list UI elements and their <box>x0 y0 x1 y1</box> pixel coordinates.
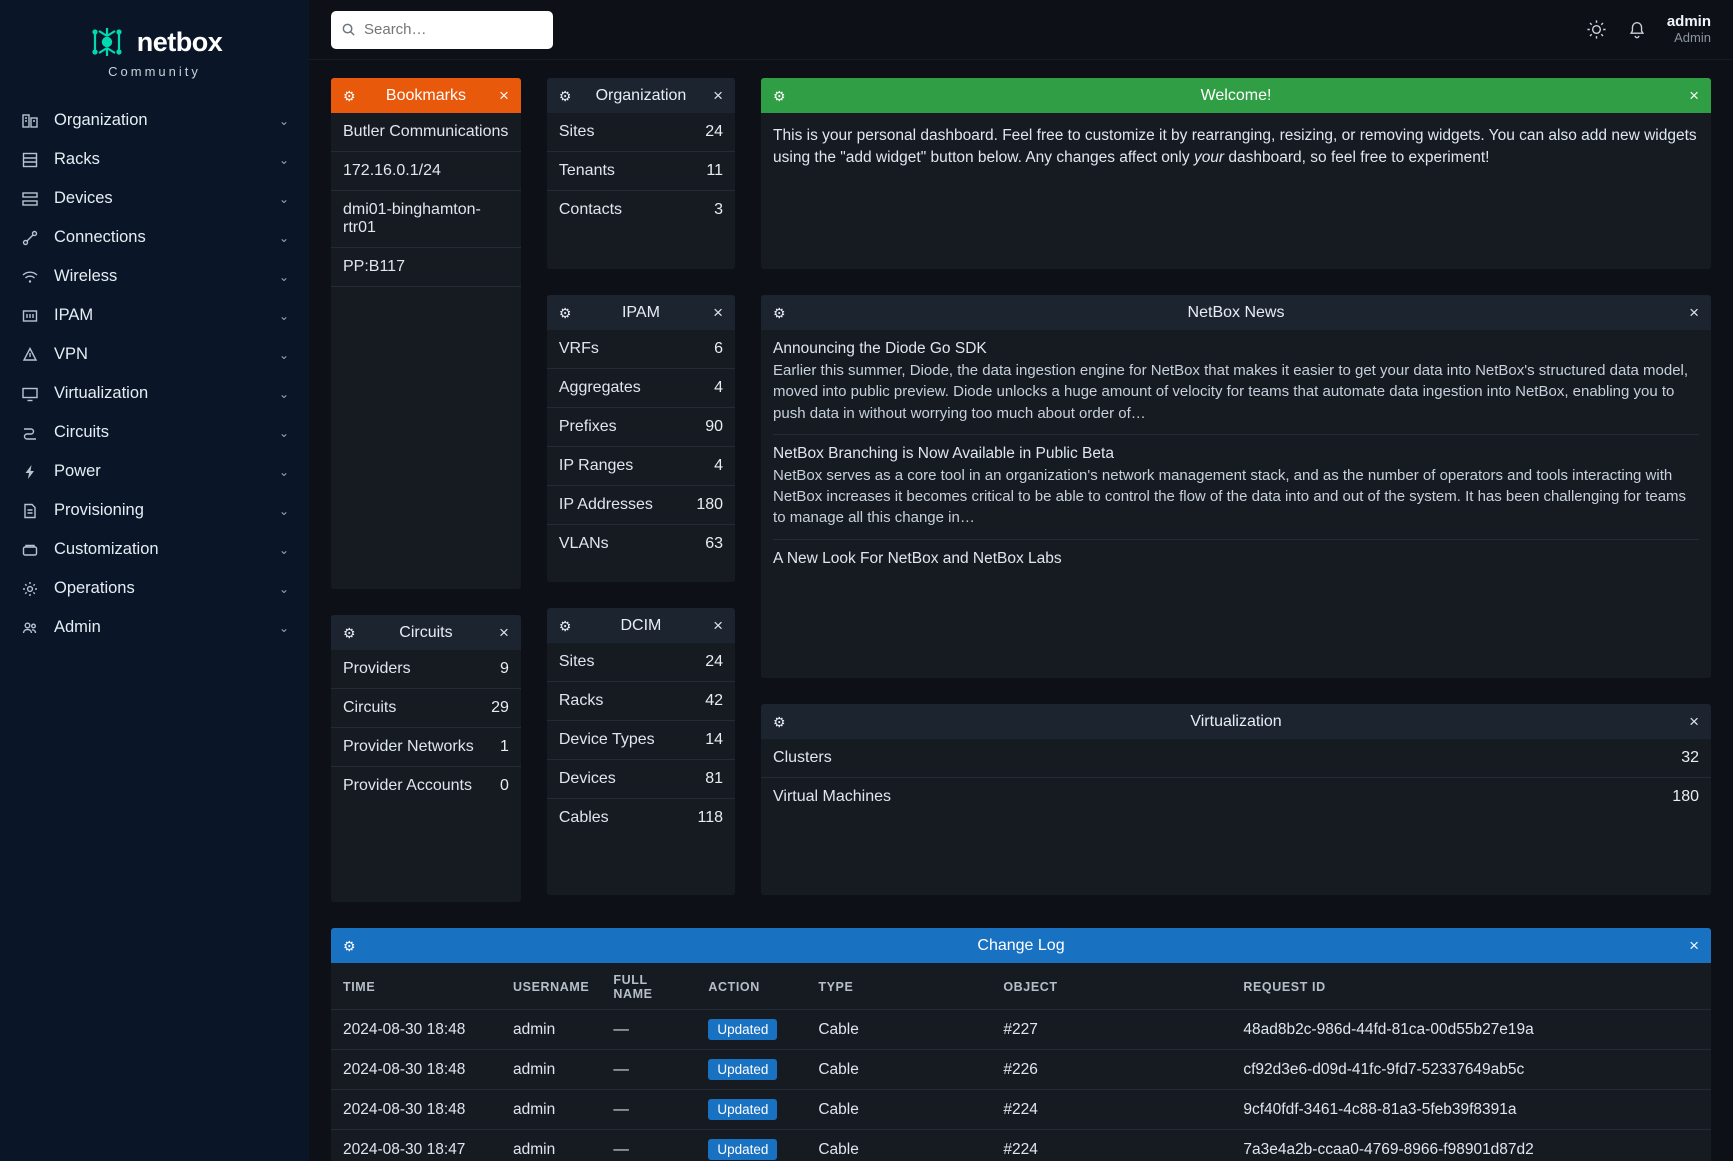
chevron-down-icon: ⌄ <box>278 386 289 401</box>
close-icon[interactable]: × <box>498 86 509 105</box>
widget-bookmarks <box>331 78 521 589</box>
cell-time[interactable]: 2024-08-30 18:47 <box>331 1130 501 1161</box>
stat-value: 180 <box>696 496 724 513</box>
column-header-type[interactable]: TYPE <box>818 980 854 994</box>
main-area <box>309 0 1733 1161</box>
news-text: Earlier this summer, Diode, the data ingestion engine for NetBox that makes it easier to get your data into NetBox's structured data model, moved into public preview. Diode unlocks a huge amount of velocity for teams that automate data ingestion into NetBox, enabling you to push data in without worrying too much about order of… <box>773 362 1689 422</box>
stat-value: 1 <box>499 738 509 755</box>
cell-full-name: — <box>601 1010 696 1050</box>
chevron-down-icon: ⌄ <box>278 230 289 245</box>
widget-title: Virtualization <box>1190 712 1282 730</box>
sidebar-item-racks[interactable] <box>0 140 309 179</box>
welcome-text-part1: This is your personal dashboard. Feel free to customize it by rearranging, resizing, or removing widgets. You can also add new widgets using the "add widget" button below. Any changes affect only <box>773 127 1697 167</box>
stat-label: Contacts <box>558 201 623 218</box>
table-row[interactable] <box>331 1050 1711 1090</box>
stat-label: Racks <box>558 692 604 709</box>
news-text: NetBox serves as a core tool in an organization's network management stack, and as the number of operators and tools interacting with NetBox increases it becomes critical to be able to control the flow of the data into and out of the system. It has been challenging for teams to manage all this change in… <box>773 466 1687 527</box>
search-input[interactable] <box>364 21 543 38</box>
stat-row[interactable] <box>547 191 735 229</box>
sidebar-item-label: IPAM <box>54 306 94 324</box>
notifications-bell-icon[interactable] <box>1627 20 1647 40</box>
stat-value: 63 <box>705 535 724 552</box>
sidebar-item-label: Wireless <box>54 267 118 285</box>
news-item[interactable] <box>773 340 1699 435</box>
stat-value: 6 <box>714 340 724 357</box>
sidebar-item-label: Connections <box>54 228 146 246</box>
sidebar-item-organization[interactable] <box>0 101 309 140</box>
dcim-stats <box>547 643 735 837</box>
stat-value: 118 <box>697 809 724 826</box>
chevron-down-icon: ⌄ <box>278 503 289 518</box>
vpn-icon <box>20 345 40 365</box>
close-icon[interactable]: × <box>713 86 724 105</box>
table-row[interactable] <box>331 1010 1711 1050</box>
gear-icon[interactable]: ⚙ <box>773 713 786 730</box>
widget-header <box>761 295 1711 330</box>
stat-value: 14 <box>705 731 724 748</box>
widget-header <box>761 704 1711 739</box>
welcome-text-part2: dashboard, so feel free to experiment! <box>1224 149 1490 167</box>
chevron-down-icon: ⌄ <box>278 191 289 206</box>
dashboard <box>309 60 1733 1161</box>
stat-label: Cables <box>558 809 609 826</box>
stat-row[interactable] <box>547 721 735 760</box>
status-badge: Updated <box>708 1059 777 1080</box>
stat-row[interactable] <box>331 689 521 728</box>
stat-value: 9 <box>499 660 509 677</box>
stat-value: 32 <box>1681 749 1699 766</box>
circuits-stats <box>331 650 521 805</box>
cell-object[interactable]: #226 <box>991 1050 1231 1090</box>
sidebar-item-power[interactable] <box>0 452 309 491</box>
list-item[interactable]: dmi01-binghamton-rtr01 <box>331 191 521 248</box>
gear-icon[interactable]: ⚙ <box>558 304 572 321</box>
cell-time[interactable]: 2024-08-30 18:48 <box>331 1050 501 1090</box>
brand[interactable] <box>0 8 309 101</box>
news-title: A New Look For NetBox and NetBox Labs <box>773 549 1062 567</box>
cell-request-id[interactable]: cf92d3e6-d09d-41fc-9fd7-52337649ab5c <box>1231 1050 1711 1090</box>
stat-label: Circuits <box>343 699 397 716</box>
widget-change-log <box>331 928 1711 1161</box>
server-icon <box>20 189 40 209</box>
status-badge: Updated <box>708 1019 777 1040</box>
stat-value: 0 <box>499 777 509 794</box>
search-box[interactable] <box>331 11 553 49</box>
widget-header <box>761 78 1711 113</box>
circuit-icon <box>20 423 40 443</box>
stat-label: Clusters <box>773 749 832 766</box>
sidebar-item-label: Circuits <box>54 423 110 441</box>
status-badge: Updated <box>708 1139 777 1160</box>
close-icon[interactable]: × <box>498 623 509 642</box>
sidebar-item-ipam[interactable] <box>0 296 309 335</box>
stat-row[interactable] <box>331 767 521 805</box>
chevron-down-icon: ⌄ <box>278 347 289 362</box>
sidebar-item-label: VPN <box>54 345 88 363</box>
stat-row[interactable] <box>761 778 1711 816</box>
stat-row[interactable] <box>547 799 735 837</box>
column-header-time[interactable]: TIME <box>343 980 376 994</box>
sidebar-item-devices[interactable] <box>0 179 309 218</box>
stat-value: 29 <box>491 699 509 716</box>
widget-netbox-news <box>761 295 1711 678</box>
cell-action <box>696 1130 806 1161</box>
change-log-table <box>331 963 1711 1161</box>
connection-icon <box>20 228 40 248</box>
chevron-down-icon: ⌄ <box>278 425 289 440</box>
chevron-down-icon: ⌄ <box>278 152 289 167</box>
cell-action <box>696 1010 806 1050</box>
topbar-actions <box>1586 13 1711 45</box>
close-icon[interactable]: × <box>1689 936 1699 955</box>
close-icon[interactable]: × <box>713 303 724 322</box>
widget-title: IPAM <box>621 303 660 321</box>
gear-icon[interactable]: ⚙ <box>343 624 356 641</box>
stat-row[interactable] <box>547 113 735 152</box>
chevron-down-icon: ⌄ <box>278 464 289 479</box>
gear-icon[interactable]: ⚙ <box>343 937 356 954</box>
sidebar-item-label: Power <box>54 462 101 480</box>
gear-icon[interactable]: ⚙ <box>343 87 356 104</box>
stat-row[interactable] <box>331 728 521 767</box>
widget-header <box>331 615 521 650</box>
sidebar-item-operations[interactable] <box>0 569 309 608</box>
stat-label: IP Ranges <box>558 457 634 474</box>
power-icon <box>20 462 40 482</box>
cell-request-id[interactable]: 48ad8b2c-986d-44fd-81ca-00d55b27e19a <box>1231 1010 1711 1050</box>
sidebar-item-label: Devices <box>54 189 113 207</box>
document-icon <box>20 501 40 521</box>
stat-value: 180 <box>1672 788 1699 805</box>
widget-title: DCIM <box>620 616 662 634</box>
widget-circuits <box>331 615 521 902</box>
cell-object[interactable]: #227 <box>991 1010 1231 1050</box>
news-item[interactable] <box>773 445 1699 540</box>
ipam-stats <box>547 330 735 563</box>
close-icon[interactable]: × <box>1689 303 1699 322</box>
top-bar <box>309 0 1733 60</box>
users-icon <box>20 618 40 638</box>
stat-label: Providers <box>343 660 411 677</box>
widget-title: NetBox News <box>1187 303 1285 321</box>
column-header-request-id[interactable]: REQUEST ID <box>1243 980 1326 994</box>
widget-organization <box>547 78 735 269</box>
sidebar-item-wireless[interactable] <box>0 257 309 296</box>
cog-icon <box>20 579 40 599</box>
sidebar-item-circuits[interactable] <box>0 413 309 452</box>
chevron-down-icon: ⌄ <box>278 581 289 596</box>
widget-title: Change Log <box>977 936 1065 954</box>
widget-header <box>547 608 735 643</box>
sidebar-item-label: Organization <box>54 111 148 129</box>
gear-icon[interactable]: ⚙ <box>773 87 786 104</box>
stat-row[interactable] <box>547 643 735 682</box>
cell-type: Cable <box>806 1050 991 1090</box>
cell-type: Cable <box>806 1090 991 1130</box>
welcome-text <box>761 113 1711 184</box>
organization-stats <box>547 113 735 229</box>
user-name: admin <box>1666 13 1711 31</box>
stat-label: Provider Accounts <box>343 777 472 794</box>
cell-username: admin <box>501 1090 601 1130</box>
cell-full-name: — <box>601 1050 696 1090</box>
list-item[interactable]: PP:B117 <box>331 248 521 287</box>
virtualization-stats <box>761 739 1711 816</box>
stat-label: Provider Networks <box>343 738 474 755</box>
close-icon[interactable]: × <box>1689 86 1699 105</box>
stat-label: Prefixes <box>558 418 617 435</box>
stat-label: Devices <box>558 770 616 787</box>
palette-icon <box>20 540 40 560</box>
cell-request-id[interactable]: 7a3e4a2b-ccaa0-4769-8966-f98901d87d2 <box>1231 1130 1711 1161</box>
widget-title: Organization <box>595 86 687 104</box>
cell-username: admin <box>501 1130 601 1161</box>
chevron-down-icon: ⌄ <box>278 269 289 284</box>
widget-title: Circuits <box>399 623 453 641</box>
stat-label: Aggregates <box>558 379 641 396</box>
search-icon <box>341 22 356 37</box>
stat-value: 81 <box>705 770 724 787</box>
netbox-logo-icon <box>87 22 127 62</box>
sidebar-item-virtualization[interactable] <box>0 374 309 413</box>
stat-label: Sites <box>558 123 595 140</box>
stat-value: 4 <box>714 379 724 396</box>
sidebar-item-admin[interactable] <box>0 608 309 647</box>
news-title: NetBox Branching is Now Available in Public Beta <box>773 444 1114 462</box>
stat-label: VRFs <box>558 340 599 357</box>
stat-label: Sites <box>558 653 595 670</box>
chevron-down-icon: ⌄ <box>278 113 289 128</box>
user-role: Admin <box>1674 29 1711 45</box>
cell-request-id[interactable]: 9cf40fdf-3461-4c88-81a3-5feb39f8391a <box>1231 1090 1711 1130</box>
stat-label: VLANs <box>558 535 609 552</box>
table-row[interactable] <box>331 1090 1711 1130</box>
table-row[interactable] <box>331 1130 1711 1161</box>
stat-label: Tenants <box>558 162 615 179</box>
close-icon[interactable]: × <box>713 616 724 635</box>
domain-icon <box>20 111 40 131</box>
user-menu[interactable] <box>1667 13 1711 45</box>
sidebar-item-provisioning[interactable] <box>0 491 309 530</box>
gear-icon[interactable]: ⚙ <box>558 87 572 104</box>
stat-row[interactable] <box>761 739 1711 778</box>
sidebar-item-connections[interactable] <box>0 218 309 257</box>
widget-title: Welcome! <box>1200 86 1272 104</box>
chevron-down-icon: ⌄ <box>278 620 289 635</box>
stat-value: 4 <box>714 457 724 474</box>
stat-value: 90 <box>705 418 724 435</box>
cell-full-name: — <box>601 1090 696 1130</box>
welcome-emphasis: your <box>1193 149 1225 167</box>
column-header-action[interactable]: ACTION <box>708 980 760 994</box>
monitor-icon <box>20 384 40 404</box>
stat-row[interactable] <box>547 330 735 369</box>
sidebar-item-label: Customization <box>54 540 159 558</box>
column-header-username[interactable]: USERNAME <box>513 980 590 994</box>
cell-action <box>696 1090 806 1130</box>
sidebar-item-vpn[interactable] <box>0 335 309 374</box>
sidebar-item-customization[interactable] <box>0 530 309 569</box>
widget-ipam <box>547 295 735 582</box>
widget-title: Bookmarks <box>385 86 466 104</box>
cell-username: admin <box>501 1010 601 1050</box>
cell-type: Cable <box>806 1010 991 1050</box>
widget-header <box>331 928 1711 963</box>
chevron-down-icon: ⌄ <box>278 542 289 557</box>
stat-row[interactable] <box>547 486 735 525</box>
sidebar-item-label: Provisioning <box>54 501 144 519</box>
cell-username: admin <box>501 1050 601 1090</box>
stat-value: 42 <box>705 692 724 709</box>
cell-object[interactable]: #224 <box>991 1130 1231 1161</box>
list-item[interactable]: Butler Communications <box>331 113 521 152</box>
cell-time[interactable]: 2024-08-30 18:48 <box>331 1010 501 1050</box>
sidebar <box>0 0 309 1161</box>
cell-full-name: — <box>601 1130 696 1161</box>
stat-label: Device Types <box>558 731 655 748</box>
wifi-icon <box>20 267 40 287</box>
stat-label: Virtual Machines <box>773 788 892 805</box>
widget-welcome <box>761 78 1711 269</box>
stat-label: IP Addresses <box>558 496 653 513</box>
stat-row[interactable] <box>547 760 735 799</box>
stat-value: 11 <box>706 162 724 179</box>
stat-value: 24 <box>705 123 724 140</box>
brand-name: netbox <box>136 26 223 57</box>
widget-header <box>331 78 521 113</box>
dashboard-column-middle <box>547 78 735 902</box>
status-badge: Updated <box>708 1099 777 1120</box>
stat-row[interactable] <box>331 650 521 689</box>
cell-time[interactable]: 2024-08-30 18:48 <box>331 1090 501 1130</box>
widget-dcim <box>547 608 735 895</box>
stat-value: 24 <box>705 653 724 670</box>
sidebar-item-label: Virtualization <box>54 384 149 402</box>
cell-action <box>696 1050 806 1090</box>
brand-subtitle: Community <box>108 64 201 79</box>
dashboard-column-right <box>761 78 1711 902</box>
sidebar-item-label: Operations <box>54 579 135 597</box>
column-header-object[interactable]: OBJECT <box>1003 980 1058 994</box>
news-item[interactable] <box>773 550 1699 572</box>
cell-object[interactable]: #224 <box>991 1090 1231 1130</box>
close-icon[interactable]: × <box>1689 712 1699 731</box>
gear-icon[interactable]: ⚙ <box>558 617 572 634</box>
stat-row[interactable] <box>547 447 735 486</box>
gear-icon[interactable]: ⚙ <box>773 304 786 321</box>
theme-toggle-icon[interactable] <box>1586 19 1607 40</box>
column-header-full-name[interactable]: FULL NAME <box>613 973 653 1001</box>
list-item[interactable]: 172.16.0.1/24 <box>331 152 521 191</box>
bookmarks-list <box>331 113 521 287</box>
stat-value: 3 <box>714 201 724 218</box>
widget-header <box>547 78 735 113</box>
stat-row[interactable] <box>547 525 735 563</box>
dashboard-column-left <box>331 78 521 902</box>
stat-row[interactable] <box>547 682 735 721</box>
ip-icon <box>20 306 40 326</box>
sidebar-item-label: Admin <box>54 618 101 636</box>
news-title: Announcing the Diode Go SDK <box>773 340 987 357</box>
stat-row[interactable] <box>547 408 735 447</box>
news-list <box>761 330 1711 584</box>
table-header-row <box>331 963 1711 1010</box>
sidebar-item-label: Racks <box>54 150 100 168</box>
rack-icon <box>20 150 40 170</box>
stat-row[interactable] <box>547 152 735 191</box>
cell-type: Cable <box>806 1130 991 1161</box>
widget-header <box>547 295 735 330</box>
widget-virtualization <box>761 704 1711 895</box>
stat-row[interactable] <box>547 369 735 408</box>
chevron-down-icon: ⌄ <box>278 308 289 323</box>
